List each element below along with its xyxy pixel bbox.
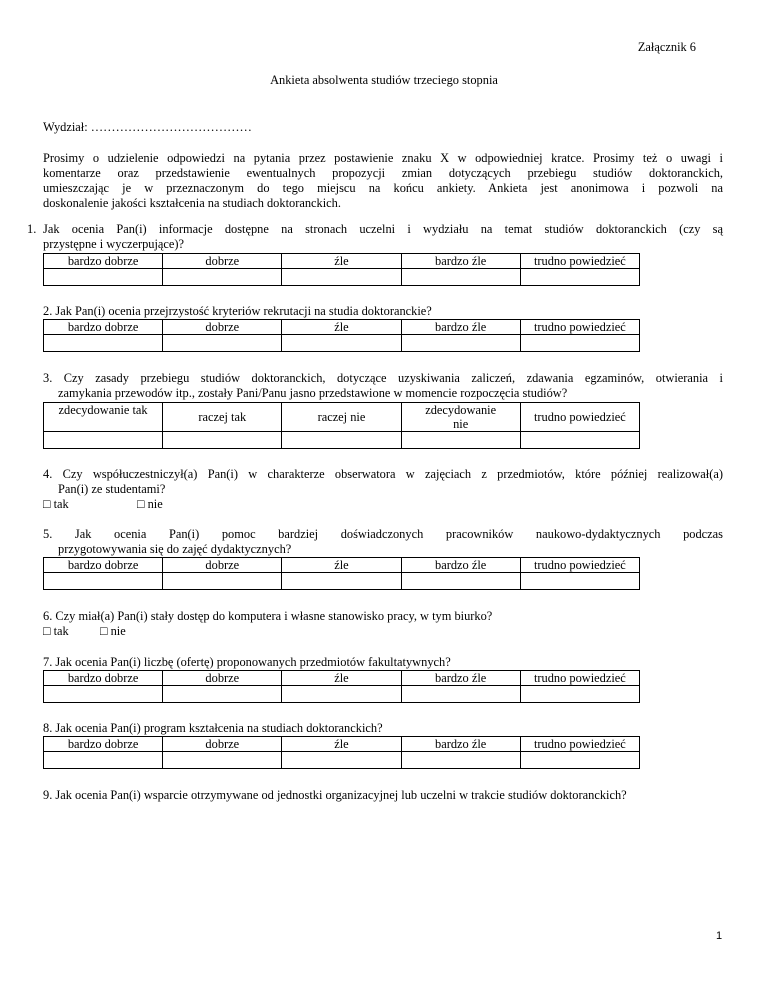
question-4 [43, 467, 723, 497]
question-7-answer-table [43, 670, 640, 703]
intro-line: Prosimy o udzielenie odpowiedzi na pytania przez postawienie znaku X w odpowiedniej kratce. Prosimy też o uwagi i [43, 151, 723, 165]
answer-cell[interactable] [163, 432, 282, 449]
answer-cell[interactable] [44, 686, 163, 703]
question-4-line: 4. Czy współuczestniczył(a) Pan(i) w charakterze obserwatora w zajęciach z przedmiotów, które później realizował(a) [43, 467, 723, 481]
question-5-line: przygotowywania się do zajęć dydaktycznych? [58, 542, 292, 556]
answer-cell[interactable] [401, 432, 520, 449]
answer-cell[interactable] [44, 752, 163, 769]
question-8-answer-table [43, 736, 640, 769]
option-label: dobrze [163, 737, 282, 752]
option-label: bardzo źle [401, 254, 520, 269]
intro-line: umieszczając je w przeznaczonym do tego miejscu na końcu ankiety. Ankieta jest anonimowa i pozwoli na [43, 181, 723, 195]
faculty-blank[interactable]: ………………………………… [90, 120, 252, 134]
question-1-text: Jak ocenia Pan(i) informacje dostępne na stronach uczelni i wydziału na temat studiów doktoranckich (czy są [43, 222, 723, 236]
question-4-option-no[interactable]: □ nie [137, 497, 163, 511]
option-label: dobrze [163, 254, 282, 269]
answer-cell[interactable] [401, 335, 520, 352]
option-label: bardzo źle [401, 320, 520, 335]
answer-cell[interactable] [282, 573, 401, 590]
option-label: źle [282, 558, 401, 573]
answer-cell[interactable] [401, 573, 520, 590]
question-1-answer-table [43, 253, 640, 286]
option-label: źle [282, 254, 401, 269]
answer-cell[interactable] [520, 335, 639, 352]
question-1-line: przystępne i wyczerpujące)? [43, 237, 185, 251]
option-label-line: zdecydowanie [425, 403, 497, 417]
answer-cell[interactable] [163, 752, 282, 769]
question-1 [27, 222, 723, 252]
answer-cell[interactable] [282, 752, 401, 769]
answer-cell[interactable] [520, 686, 639, 703]
option-label: trudno powiedzieć [520, 671, 639, 686]
option-label: bardzo źle [401, 558, 520, 573]
answer-cell[interactable] [401, 752, 520, 769]
answer-cell[interactable] [282, 432, 401, 449]
question-6: 6. Czy miał(a) Pan(i) stały dostęp do komputera i własne stanowisko pracy, w tym biurko? [43, 609, 493, 623]
question-1-line [27, 222, 723, 237]
option-label: trudno powiedzieć [520, 254, 639, 269]
answer-cell[interactable] [401, 686, 520, 703]
option-label: trudno powiedzieć [520, 320, 639, 335]
question-3-line: 3. Czy zasady przebiegu studiów doktoranckich, dotyczące uzyskiwania zaliczeń, zdawania egzaminów, otwierania i [43, 371, 723, 385]
answer-cell[interactable] [163, 335, 282, 352]
option-label: źle [282, 671, 401, 686]
answer-cell[interactable] [44, 335, 163, 352]
question-2: 2. Jak Pan(i) ocenia przejrzystość kryteriów rekrutacji na studia doktoranckie? [43, 304, 432, 318]
answer-cell[interactable] [44, 573, 163, 590]
answer-cell[interactable] [163, 573, 282, 590]
answer-cell[interactable] [163, 686, 282, 703]
intro-paragraph [43, 151, 723, 211]
question-6-option-yes[interactable]: □ tak [43, 624, 69, 638]
answer-cell[interactable] [401, 269, 520, 286]
question-8: 8. Jak ocenia Pan(i) program kształcenia na studiach doktoranckich? [43, 721, 383, 735]
answer-cell[interactable] [520, 432, 639, 449]
question-4-option-yes[interactable]: □ tak [43, 497, 69, 511]
option-label: zdecydowanie tak [44, 403, 163, 432]
option-label: bardzo dobrze [44, 254, 163, 269]
option-label-line: nie [453, 417, 469, 431]
option-label: raczej tak [163, 403, 282, 432]
option-label: źle [282, 320, 401, 335]
question-4-line: Pan(i) ze studentami? [58, 482, 166, 496]
question-5-line: 5. Jak ocenia Pan(i) pomoc bardziej doświadczonych pracowników naukowo-dydaktycznych podczas [43, 527, 723, 541]
answer-cell[interactable] [44, 432, 163, 449]
intro-line: komentarze oraz przedstawienie ewentualnych propozycji zmian dotyczących przebiegu studiów doktoranckich, [43, 166, 723, 180]
option-label: bardzo źle [401, 671, 520, 686]
option-label: trudno powiedzieć [520, 558, 639, 573]
answer-cell[interactable] [282, 335, 401, 352]
answer-cell[interactable] [520, 269, 639, 286]
answer-cell[interactable] [44, 269, 163, 286]
question-5 [43, 527, 723, 557]
question-7: 7. Jak ocenia Pan(i) liczbę (ofertę) proponowanych przedmiotów fakultatywnych? [43, 655, 451, 669]
option-label: trudno powiedzieć [520, 403, 639, 432]
answer-cell[interactable] [282, 269, 401, 286]
answer-cell[interactable] [282, 686, 401, 703]
answer-cell[interactable] [520, 752, 639, 769]
option-label: bardzo dobrze [44, 320, 163, 335]
question-3 [43, 371, 723, 401]
intro-line: doskonalenie jakości kształcenia na studiach doktoranckich. [43, 196, 341, 210]
question-9: 9. Jak ocenia Pan(i) wsparcie otrzymywane od jednostki organizacyjnej lub uczelni w trakcie studiów doktoranckich? [43, 788, 627, 802]
page-number: 1 [716, 930, 723, 942]
option-label: bardzo dobrze [44, 671, 163, 686]
option-label: dobrze [163, 671, 282, 686]
option-label: bardzo dobrze [44, 558, 163, 573]
question-3-line: zamykania przewodów itp., zostały Pani/Panu jasno przedstawione w momencie rozpoczęcia studiów? [58, 386, 568, 400]
question-5-answer-table [43, 557, 640, 590]
option-label: bardzo źle [401, 737, 520, 752]
option-label: źle [282, 737, 401, 752]
question-3-answer-table [43, 402, 640, 449]
question-2-answer-table [43, 319, 640, 352]
option-label: raczej nie [282, 403, 401, 432]
option-label [401, 403, 520, 432]
faculty-field [43, 120, 252, 135]
page-title: Ankieta absolwenta studiów trzeciego stopnia [270, 73, 498, 87]
option-label: dobrze [163, 558, 282, 573]
annex-label: Załącznik 6 [637, 40, 696, 54]
option-label: bardzo dobrze [44, 737, 163, 752]
faculty-label: Wydział: [43, 120, 88, 134]
question-6-option-no[interactable]: □ nie [100, 624, 126, 638]
option-label: dobrze [163, 320, 282, 335]
question-1-number: 1. [27, 222, 37, 236]
answer-cell[interactable] [163, 269, 282, 286]
option-label: trudno powiedzieć [520, 737, 639, 752]
answer-cell[interactable] [520, 573, 639, 590]
